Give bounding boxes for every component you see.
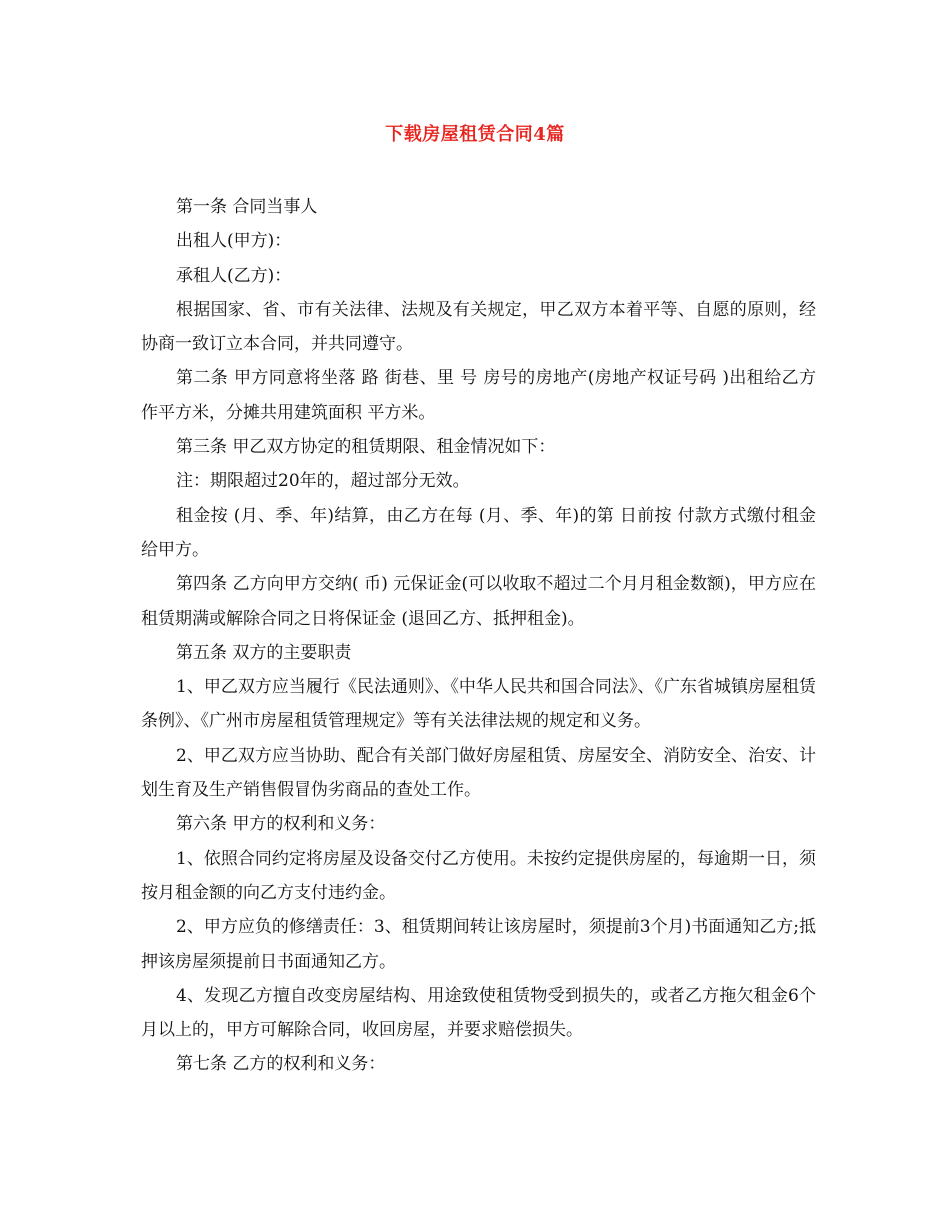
paragraph: 4、发现乙方擅自改变房屋结构、用途致使租赁物受到损失的，或者乙方拖欠租金6个月以上的，甲方可解除合同，收回房屋，并要求赔偿损失。	[141, 985, 816, 1041]
paragraph: 根据国家、省、市有关法律、法规及有关规定，甲乙双方本着平等、自愿的原则，经协商一致订立本合同，并共同遵守。	[141, 299, 816, 355]
paragraph: 注：期限超过20年的，超过部分无效。	[176, 471, 470, 492]
paragraph: 第二条 甲方同意将坐落 路 街巷、里 号 房号的房地产(房地产权证号码 )出租给乙方作平方米，分摊共用建筑面积 平方米。	[141, 368, 816, 423]
paragraph: 租金按 (月、季、年)结算，由乙方在每 (月、季、年)的第 日前按 付款方式缴付租金给甲方。	[141, 505, 816, 560]
paragraph: 第六条 甲方的权利和义务：	[176, 814, 386, 835]
paragraph: 第五条 双方的主要职责	[176, 642, 352, 663]
paragraph: 1、依照合同约定将房屋及设备交付乙方使用。未按约定提供房屋的，每逾期一日，须按月租金额的向乙方支付违约金。	[141, 848, 816, 903]
paragraph: 2、甲方应负的修缮责任：3、租赁期间转让该房屋时，须提前3个月)书面通知乙方;抵押该房屋须提前日书面通知乙方。	[141, 917, 816, 972]
paragraph: 出租人(甲方)：	[176, 231, 292, 252]
paragraph: 2、甲乙双方应当协助、配合有关部门做好房屋租赁、房屋安全、消防安全、治安、计划生育及生产销售假冒伪劣商品的查处工作。	[141, 745, 816, 801]
document-body	[141, 190, 816, 1082]
paragraph: 1、甲乙双方应当履行《民法通则》、《中华人民共和国合同法》、《广东省城镇房屋租赁条例》、《广州市房屋租赁管理规定》等有关法律法规的规定和义务。	[141, 677, 816, 732]
paragraph: 第一条 合同当事人	[176, 197, 318, 217]
paragraph: 第七条 乙方的权利和义务：	[176, 1054, 386, 1075]
paragraph: 承租人(乙方)：	[176, 265, 292, 286]
paragraph: 第三条 甲乙双方协定的租赁期限、租金情况如下：	[176, 437, 556, 458]
paragraph: 第四条 乙方向甲方交纳( 币) 元保证金(可以收取不超过二个月月租金数额)，甲方应在租赁期满或解除合同之日将保证金 (退回乙方、抵押租金)。	[141, 574, 816, 629]
document-title: 下载房屋租赁合同4篇	[385, 124, 565, 145]
